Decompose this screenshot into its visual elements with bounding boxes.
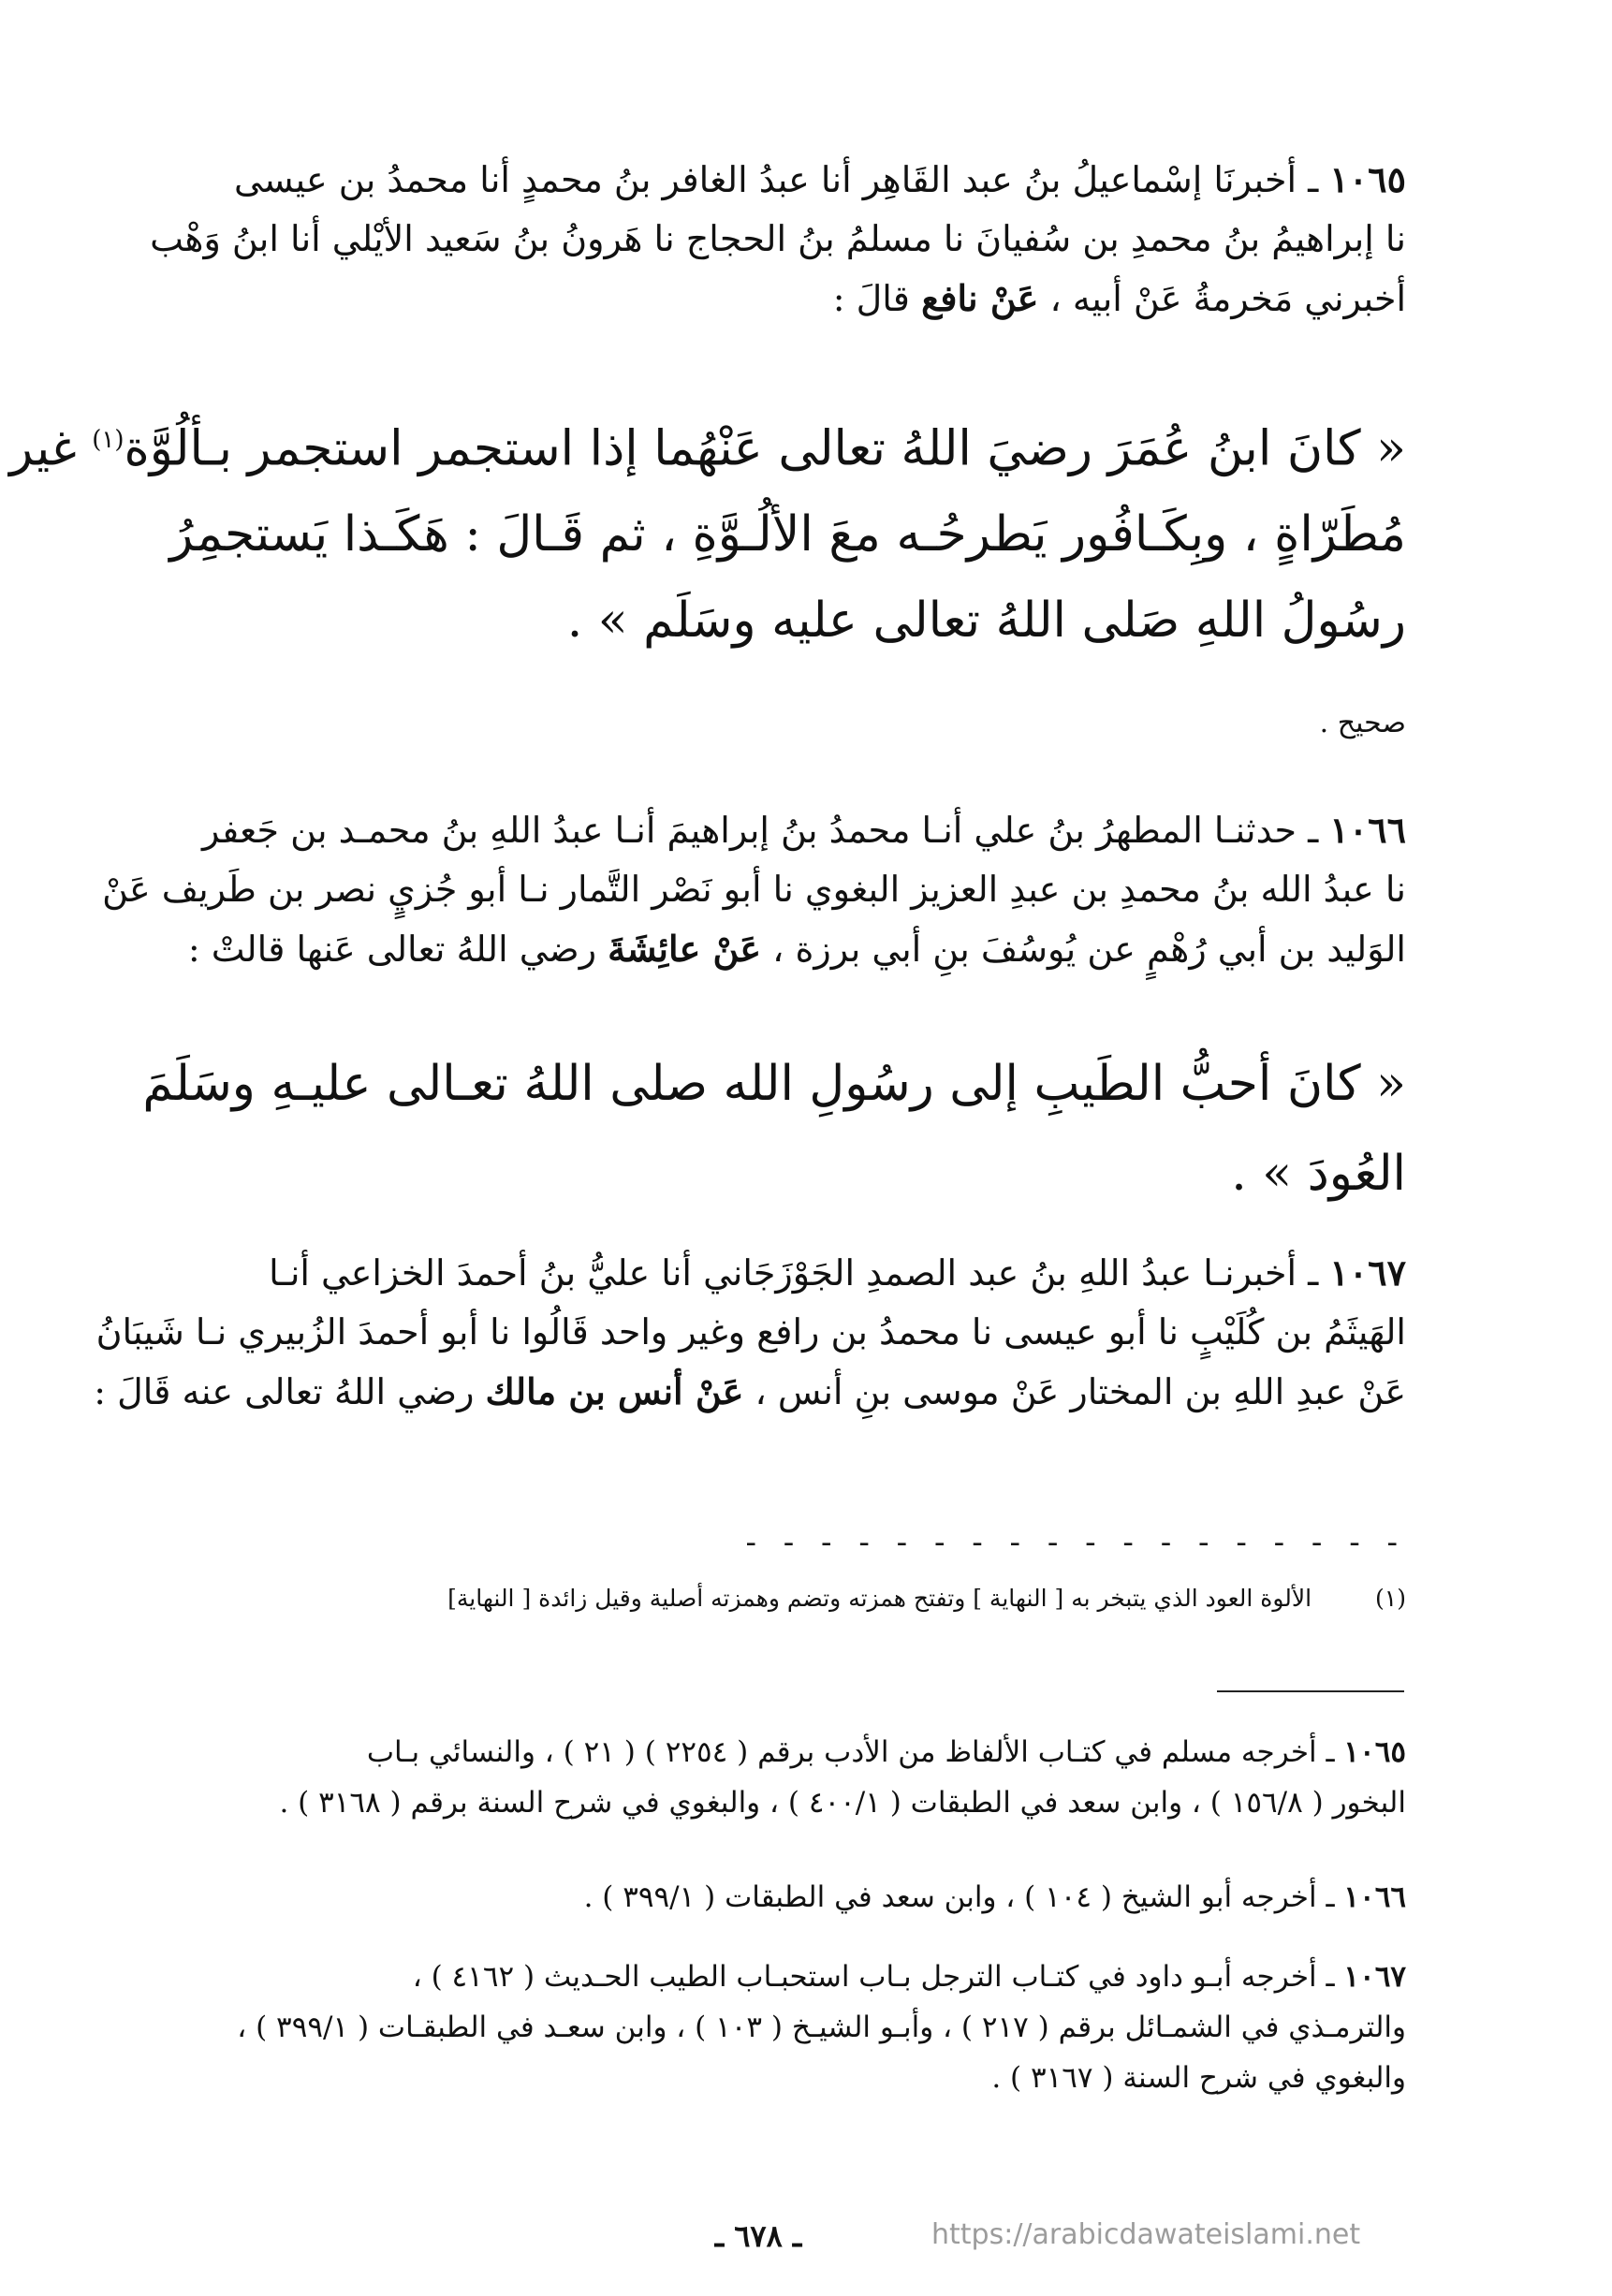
hadith-1067-isnad [94,1243,1406,1422]
isnad-text: قالَ : [832,278,910,319]
narrator-name: عَنْ عائِشَةَ [608,928,762,970]
hadith-number: ١٠٦٥ [1329,158,1406,200]
hadith-number: ١٠٦٧ [1343,1960,1406,1994]
isnad-line [112,150,1406,210]
isnad-text: أخبرني مَخرمةُ عَنْ أبيه ، [1049,278,1406,319]
takhrij-line [112,1872,1406,1923]
takhrij-text: ـ أخرجه أبـو داود في كتـاب الترجل بـاب استحبـاب الطيب الحـديث ( ٤١٦٢ ) ، [412,1960,1335,1994]
matn-line: العُودَ » . [1231,1146,1406,1202]
matn-line: « كانَ أحبُّ الطَيبِ إلى رسُولِ الله صلى اللهُ تعـالى عليـهِ وسَلَمَ [142,1056,1406,1112]
hadith-number: ١٠٦٧ [1329,1251,1406,1294]
matn-line [9,397,1406,491]
hadith-1065-matn [9,397,1406,664]
takhrij-line: البخور ( ١٥٦/٨ ) ، وابن سعد في الطبقات ( ٤٠٠/١ ) ، والبغوي في شرح السنة برقم ( ٣١٦٨ ) . [279,1786,1406,1820]
isnad-line [112,800,1406,860]
narrator-name: عَنْ نافع [921,277,1039,319]
page-number: ـ ٦٧٨ ـ [714,2218,802,2254]
footnote-text: الألوة العود الذي يتبخر به [ النهاية ] وتفتح همزته وتضم وهمزته أصلية وقيل زائدة [ النهاية] [447,1585,1312,1612]
isnad-text: ـ حدثنـا المطهرُ بنُ علي أنـا محمدُ بنُ إبراهيمَ أنـا عبدُ اللهِ بنُ محمـد بن جَعفر [201,810,1319,851]
takhrij-1065 [112,1727,1406,1828]
footnote-mark: (١) [1375,1585,1406,1612]
isnad-line: نا عبدُ الله بنُ محمدِ بن عبدِ العزيز البغوي نا أبو نَصْر التَّمار نـا أبو جُزيٍ نصر بن طَريف عَنْ [102,869,1406,910]
matn-text: « كانَ ابنُ عُمَرَ رضيَ اللهُ تعالى عَنْهُما إذا استجمر استجمر بـألُوَّة [124,420,1406,477]
isnad-text: رضي اللهُ تعالى عَنها قالتْ : [187,929,597,970]
matn-text: غير [9,420,77,477]
narrator-name: عَنْ أنس بن مالك [485,1370,744,1412]
footnote-reference[interactable]: (١) [92,426,125,454]
hadith-number: ١٠٦٦ [1329,809,1406,851]
hadith-number: ١٠٦٥ [1343,1735,1406,1769]
isnad-text: ـ أخبرنَا إسْماعيلُ بنُ عبد القَاهِر أنا عبدُ الغافر بنُ محمدٍ أنا محمدُ بن عيسى [233,159,1319,200]
isnad-text: عَنْ عبدِ اللهِ بن المختار عَنْ موسى بنِ أنس ، [755,1371,1406,1412]
isnad-line: الهَيثَمُ بن كُلَيْبٍ نا أبو عيسى نا محمدُ بن رافع وغير واحد قَالُوا نا أبو أحمدَ الزُبيري نـا شَيبَانُ [95,1311,1406,1353]
takhrij-text: ـ أخرجه مسلم في كتـاب الألفاظ من الأدب برقم ( ٢٢٥٤ ) ( ٢١ ) ، والنسائي بـاب [366,1735,1335,1769]
matn-line: مُطَرّاةٍ ، وبِكَـافُور يَطرحُـه معَ الألُـوَّةِ ، ثم قَـالَ : هَكَـذا يَستجمِرُ [169,506,1406,563]
takhrij-line [112,1952,1406,2002]
hadith-1065-isnad [112,150,1406,329]
hadith-1066-matn [112,1039,1406,1219]
dashed-separator: - - - - - - - - - - - - - - - - - - [745,1524,1406,1561]
isnad-text: الوَليد بن أبي رُهْمٍ عن يُوسُفَ بنِ أبي برزة ، [772,929,1406,970]
footnote-divider [1217,1690,1404,1692]
takhrij-1067 [112,1952,1406,2103]
takhrij-1066 [112,1872,1406,1923]
hadith-1066-isnad [102,800,1406,979]
isnad-line: نا إبراهيمُ بنُ محمدِ بن سُفيانَ نا مسلمُ بنُ الحجاج نا هَرونُ بنُ سَعيد الأيْلي أنا ابنُ وَهْب [150,218,1406,259]
matn-line: رسُولُ اللهِ صَلى اللهُ تعالى عليه وسَلَم » . [566,592,1406,650]
takhrij-line: والبغوي في شرح السنة ( ٣١٦٧ ) . [991,2061,1406,2095]
hadith-number: ١٠٦٦ [1343,1880,1406,1914]
grading-label: صحيح . [1319,707,1406,739]
watermark-url[interactable]: https://arabicdawateislami.net [931,2218,1361,2251]
isnad-text: ـ أخبرنـا عبدُ اللهِ بنُ عبد الصمدِ الجَوْزَجَاني أنا عليُّ بنُ أحمدَ الخزاعي أنـا [269,1252,1319,1294]
takhrij-text: ـ أخرجه أبو الشيخ ( ١٠٤ ) ، وابن سعد في الطبقات ( ٣٩٩/١ ) . [583,1880,1335,1914]
isnad-line [112,1243,1406,1303]
isnad-line [94,1362,1406,1422]
isnad-line [112,269,1406,329]
takhrij-line [112,1727,1406,1777]
isnad-text: رضي اللهُ تعالى عنه قَالَ : [94,1371,475,1412]
footnote [281,1585,1406,1612]
takhrij-line: والترمـذي في الشمـائل برقم ( ٢١٧ ) ، وأبـو الشيـخ ( ١٠٣ ) ، وابن سعـد في الطبقـات ( ٣٩٩/١ ) ، [237,2011,1406,2044]
isnad-line [112,919,1406,979]
